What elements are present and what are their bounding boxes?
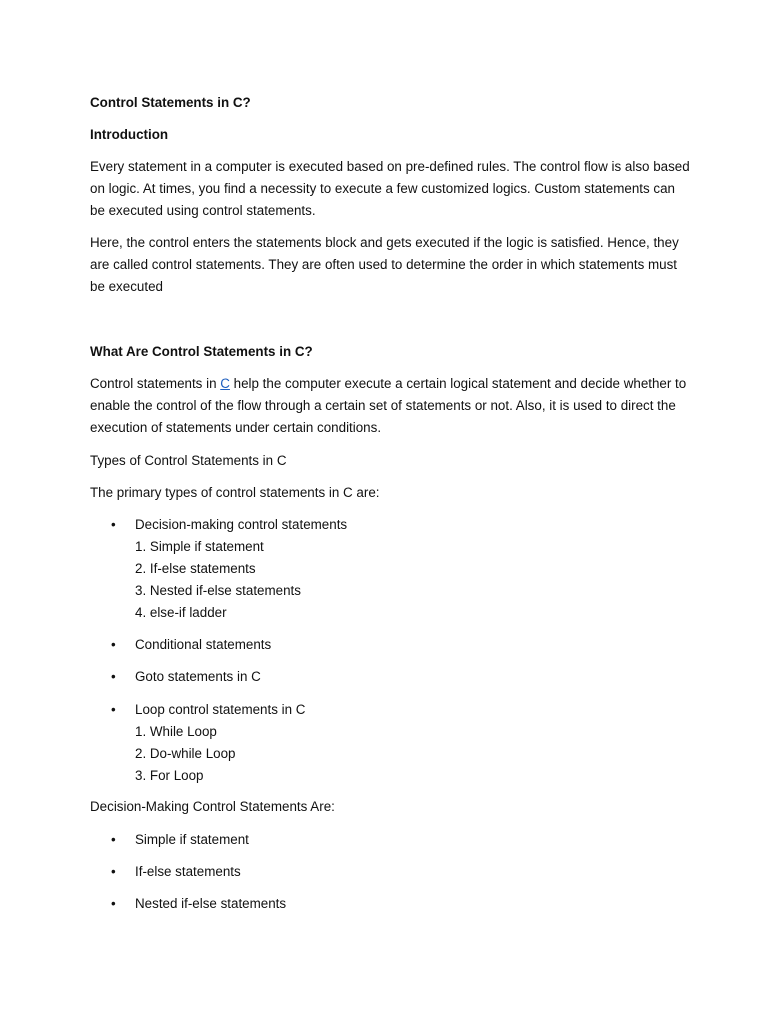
what-paragraph-start: Control statements in — [90, 376, 221, 391]
bullet-icon: • — [111, 896, 116, 911]
bullet-icon: • — [111, 669, 116, 684]
sub-list-item: 1. Simple if statement — [135, 539, 264, 554]
list-item-label: Conditional statements — [135, 637, 272, 652]
what-heading: What Are Control Statements in C? — [90, 344, 313, 359]
sub-list-item: 1. While Loop — [135, 724, 217, 739]
bullet-icon: • — [111, 702, 116, 717]
primary-types-intro: The primary types of control statements in C are: — [90, 485, 380, 500]
sub-list-item: 4. else-if ladder — [135, 605, 227, 620]
intro-paragraph-2: Here, the control enters the statements block and gets executed if the logic is satisfied. Hence, they are called control statements. They are often used to determine the order in which statements must be executed — [90, 235, 679, 294]
list-item-label: Simple if statement — [135, 832, 249, 847]
what-paragraph — [90, 373, 690, 439]
list-item-label: If-else statements — [135, 864, 241, 879]
list-item-label: Nested if-else statements — [135, 896, 287, 911]
bullet-icon: • — [111, 517, 116, 532]
list-item-label: Decision-making control statements — [135, 517, 348, 532]
what-paragraph-end: help the computer execute a certain logical statement and decide whether to enable the control of the flow through a certain set of statements or not. Also, it is used to direct the execution of statements under certain conditions. — [90, 376, 687, 435]
intro-paragraph-1: Every statement in a computer is executed based on pre-defined rules. The control flow is also based on logic. At times, you find a necessity to execute a few customized logics. Custom statements can be executed using control statements. — [90, 159, 690, 218]
c-language-link[interactable]: C — [220, 376, 230, 391]
list-item-label: Goto statements in C — [135, 669, 261, 684]
intro-heading: Introduction — [90, 127, 169, 142]
list-item-label: Loop control statements in C — [135, 702, 306, 717]
bullet-icon: • — [111, 832, 116, 847]
types-heading: Types of Control Statements in C — [90, 453, 287, 468]
doc-title: Control Statements in C? — [90, 95, 251, 110]
sub-list-item: 3. Nested if-else statements — [135, 583, 301, 598]
decision-making-heading: Decision-Making Control Statements Are: — [90, 799, 335, 814]
bullet-icon: • — [111, 637, 116, 652]
sub-list-item: 2. Do-while Loop — [135, 746, 236, 761]
bullet-icon: • — [111, 864, 116, 879]
sub-list-item: 3. For Loop — [135, 768, 204, 783]
sub-list-item: 2. If-else statements — [135, 561, 256, 576]
